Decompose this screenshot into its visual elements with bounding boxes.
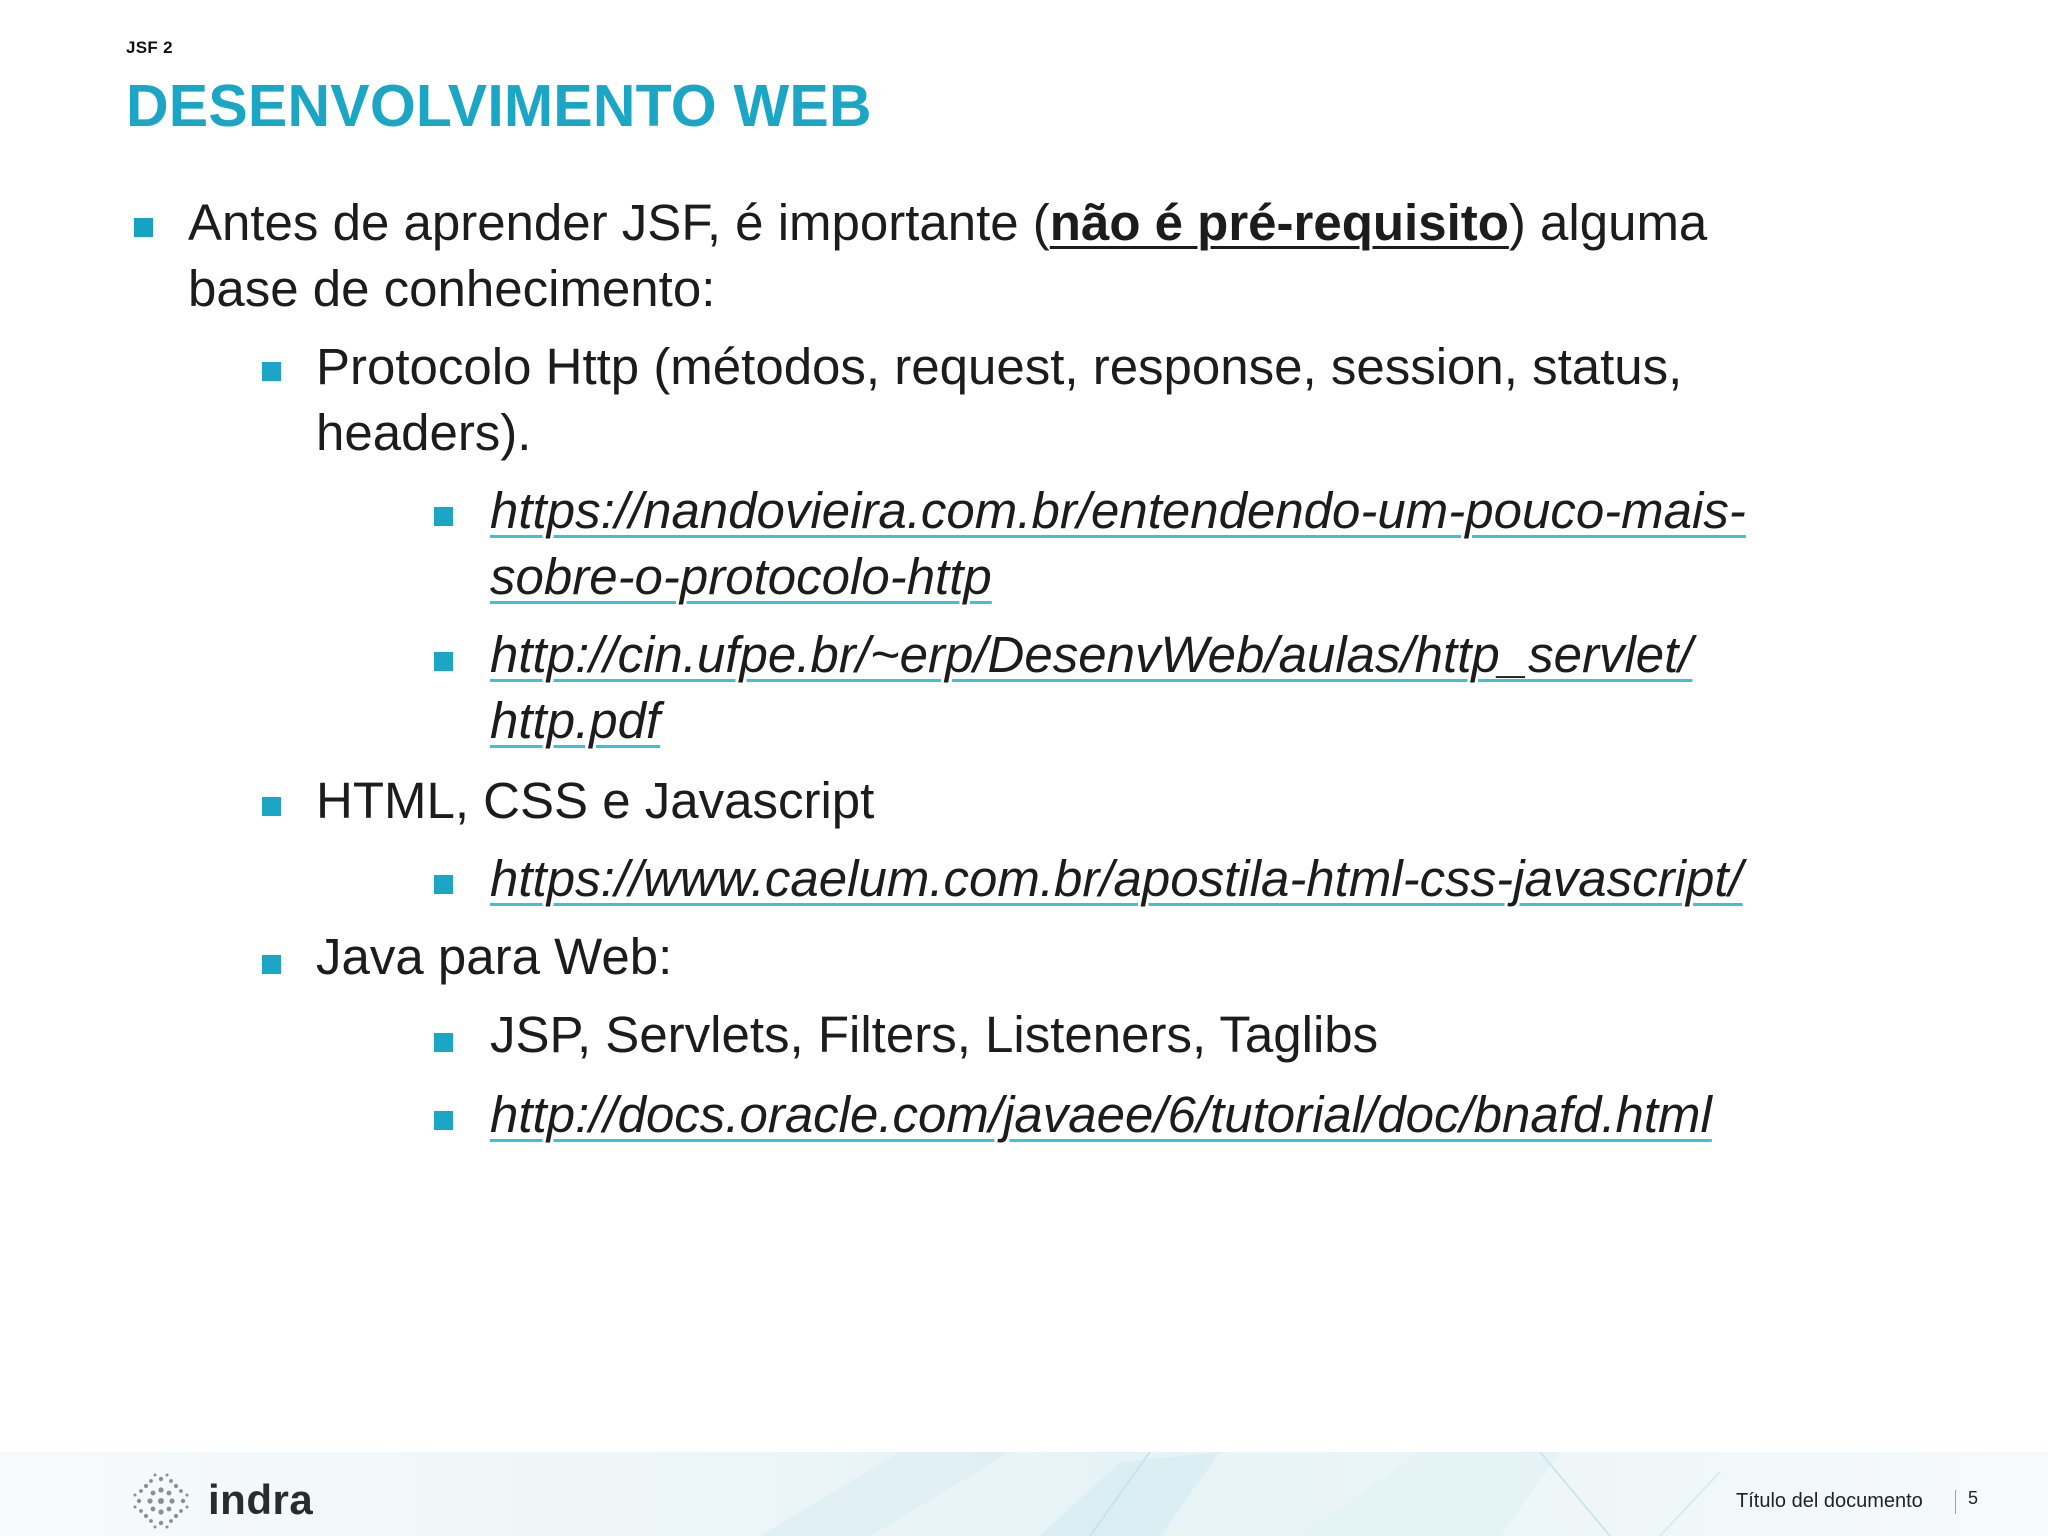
http-link-1[interactable] [490,478,1746,544]
bullet-square-icon [434,507,453,526]
intro-emphasis: não é pré-requisito [1049,194,1509,251]
bullet-square-icon [434,652,453,671]
intro-text-line2: base de conhecimento: [188,260,716,317]
page-separator [1955,1490,1956,1514]
http-link-1-cont[interactable] [490,544,992,610]
document-title: Título del documento [1736,1490,1923,1512]
html-link-text[interactable]: https://www.caelum.com.br/apostila-html-css-javascript/ [490,850,1743,907]
bullet-square-icon [262,797,281,816]
http-item-line2: headers). [316,404,532,461]
jsp-servlets-item: JSP, Servlets, Filters, Listeners, Taglibs [490,1006,1379,1063]
bullet-square-icon [134,218,153,237]
slide-title: DESENVOLVIMENTO WEB [126,73,872,139]
oracle-link[interactable] [490,1082,1712,1148]
http-link-2-cont[interactable] [490,688,660,754]
http-link-1-text[interactable]: https://nandovieira.com.br/entendendo-um-pouco-mais- [490,482,1746,539]
bullet-square-icon [434,1111,453,1130]
intro-text [188,190,1707,256]
intro-before: Antes de aprender JSF, é importante ( [188,194,1050,251]
html-link[interactable] [490,846,1743,912]
http-link-2-text[interactable]: http://cin.ufpe.br/~erp/DesenvWeb/aulas/http_servlet/ [490,626,1693,683]
oracle-link-text[interactable]: http://docs.oracle.com/javaee/6/tutorial/doc/bnafd.html [490,1086,1712,1143]
page-number: 5 [1968,1488,1979,1508]
bullet-square-icon [262,362,281,381]
bullet-square-icon [262,955,281,974]
http-link-1-text-line2[interactable]: sobre-o-protocolo-http [490,548,992,605]
intro-after: ) alguma [1508,194,1708,251]
http-link-2[interactable] [490,622,1692,688]
bullet-square-icon [434,1033,453,1052]
section-kicker: JSF 2 [126,38,173,57]
http-item: Protocolo Http (métodos, request, response, session, status, [316,338,1683,395]
html-css-js-item: HTML, CSS e Javascript [316,772,875,829]
indra-logo-icon [130,1470,192,1532]
java-web-item: Java para Web: [316,928,673,985]
http-link-2-text-line2[interactable]: http.pdf [490,692,661,749]
indra-logo-text: indra [208,1476,314,1523]
bullet-square-icon [434,875,453,894]
